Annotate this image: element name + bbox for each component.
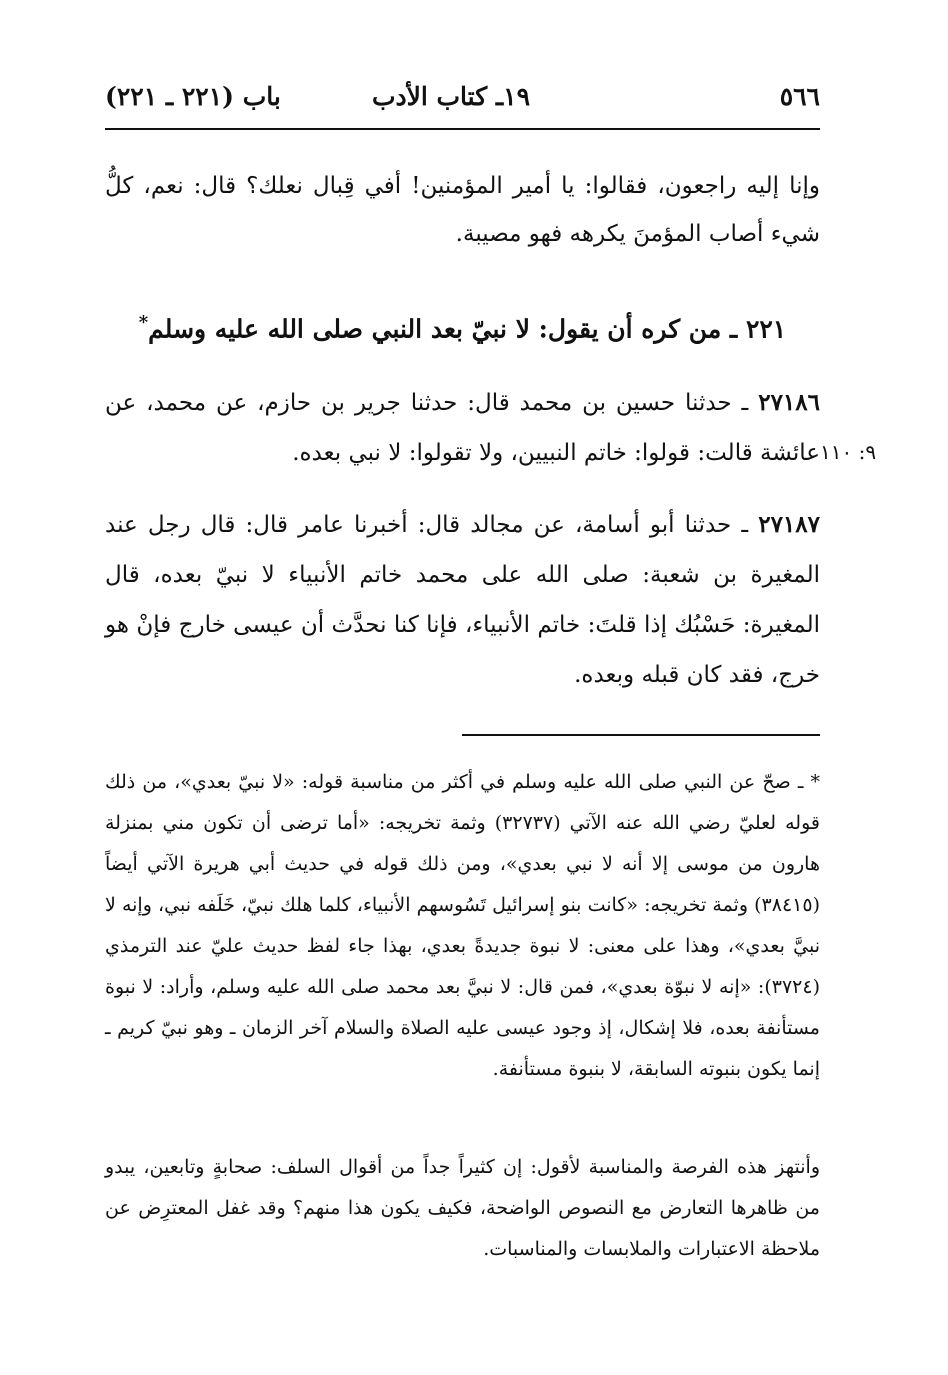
- hadith-27186: [105, 378, 820, 478]
- footnote-paragraph-2: وأنتهز هذه الفرصة والمناسبة لأقول: إن كثيراً جداً من أقوال السلف: صحابةٍ وتابعين، يبدو من ظاهرها التعارض مع النصوص الواضحة، فكيف يكون هذا منهم؟ وقد غفل المعترِض عن ملاحظة الاعتبارات والملابسات والمناسبات.: [105, 1156, 820, 1260]
- footnote-paragraph-1: * ـ صحّ عن النبي صلى الله عليه وسلم في أكثر من مناسبة قوله: «لا نبيّ بعدي»، من ذلك قوله لعليّ رضي الله عنه الآتي (٣٢٧٣٧) وثمة تخريجه: «أما ترضى أن تكون مني بمنزلة هارون من موسى إلا أنه لا نبي بعدي»، ومن ذلك قوله في حديث أبي هريرة الآتي أيضاً (٣٨٤١٥) وثمة تخريجه: «كانت بنو إسرائيل تَسُوسهم الأنبياء، كلما هلك نبيّ، خَلَفه نبي، وإنه لا نبيَّ بعدي»، وهذا على معنى: لا نبوة جديدةً بعدي، بهذا جاء لفظ حديث عليّ عند الترمذي (٣٧٢٤): «إنه لا نبوّة بعدي»، فمن قال: لا نبيَّ بعد محمد صلى الله عليه وسلم، وأراد: لا نبوة مستأنفة بعده، فلا إشكال، إذ وجود عيسى عليه الصلاة والسلام آخر الزمان ـ وهو نبيّ كريم ـ إنما يكون بنبوته السابقة، لا بنبوة مستأنفة.: [105, 771, 820, 1080]
- header-rule: [105, 128, 820, 130]
- book-title: ١٩ـ كتاب الأدب: [371, 82, 530, 111]
- page-number: ٥٦٦: [779, 82, 820, 111]
- chapter-title: ٢٢١ ـ من كره أن يقول: لا نبيّ بعد النبي صلى الله عليه وسلم: [148, 314, 787, 344]
- hadith-number: ٢٧١٨٧: [758, 511, 820, 538]
- footnote-rule: [462, 734, 820, 736]
- intro-paragraph: وإنا إليه راجعون، فقالوا: يا أمير المؤمنين! أفي قِبال نعلك؟ قال: نعم، كلُّ شيء أصاب المؤمنَ يكرهه فهو مصيبة.: [105, 173, 820, 247]
- footnote-marker: *: [138, 312, 149, 333]
- bab-range: باب (٢٢١ ـ ٢٢١): [105, 82, 281, 111]
- hadith-number: ٢٧١٨٦: [758, 389, 820, 416]
- hadith-text: ـ حدثنا أبو أسامة، عن مجالد قال: أخبرنا عامر قال: قال رجل عند المغيرة بن شعبة: صلى الله على محمد خاتم الأنبياء لا نبيّ بعده، قال المغيرة: حَسْبُك إذا قلتَ: خاتم الأنبياء، فإنا كنا نحدَّث أن عيسى خارج فإنْ هو خرج، فقد كان قبله وبعده.: [105, 512, 820, 688]
- hadith-text: ـ حدثنا حسين بن محمد قال: حدثنا جرير بن حازم، عن محمد، عن عائشة قالت: قولوا: خاتم النبيين، ولا تقولوا: لا نبي بعده.: [105, 390, 820, 466]
- chapter-heading: [105, 298, 820, 354]
- hadith-27187: [105, 500, 820, 700]
- margin-reference: ٩: ١١٠: [820, 440, 877, 464]
- page-header: [105, 82, 820, 126]
